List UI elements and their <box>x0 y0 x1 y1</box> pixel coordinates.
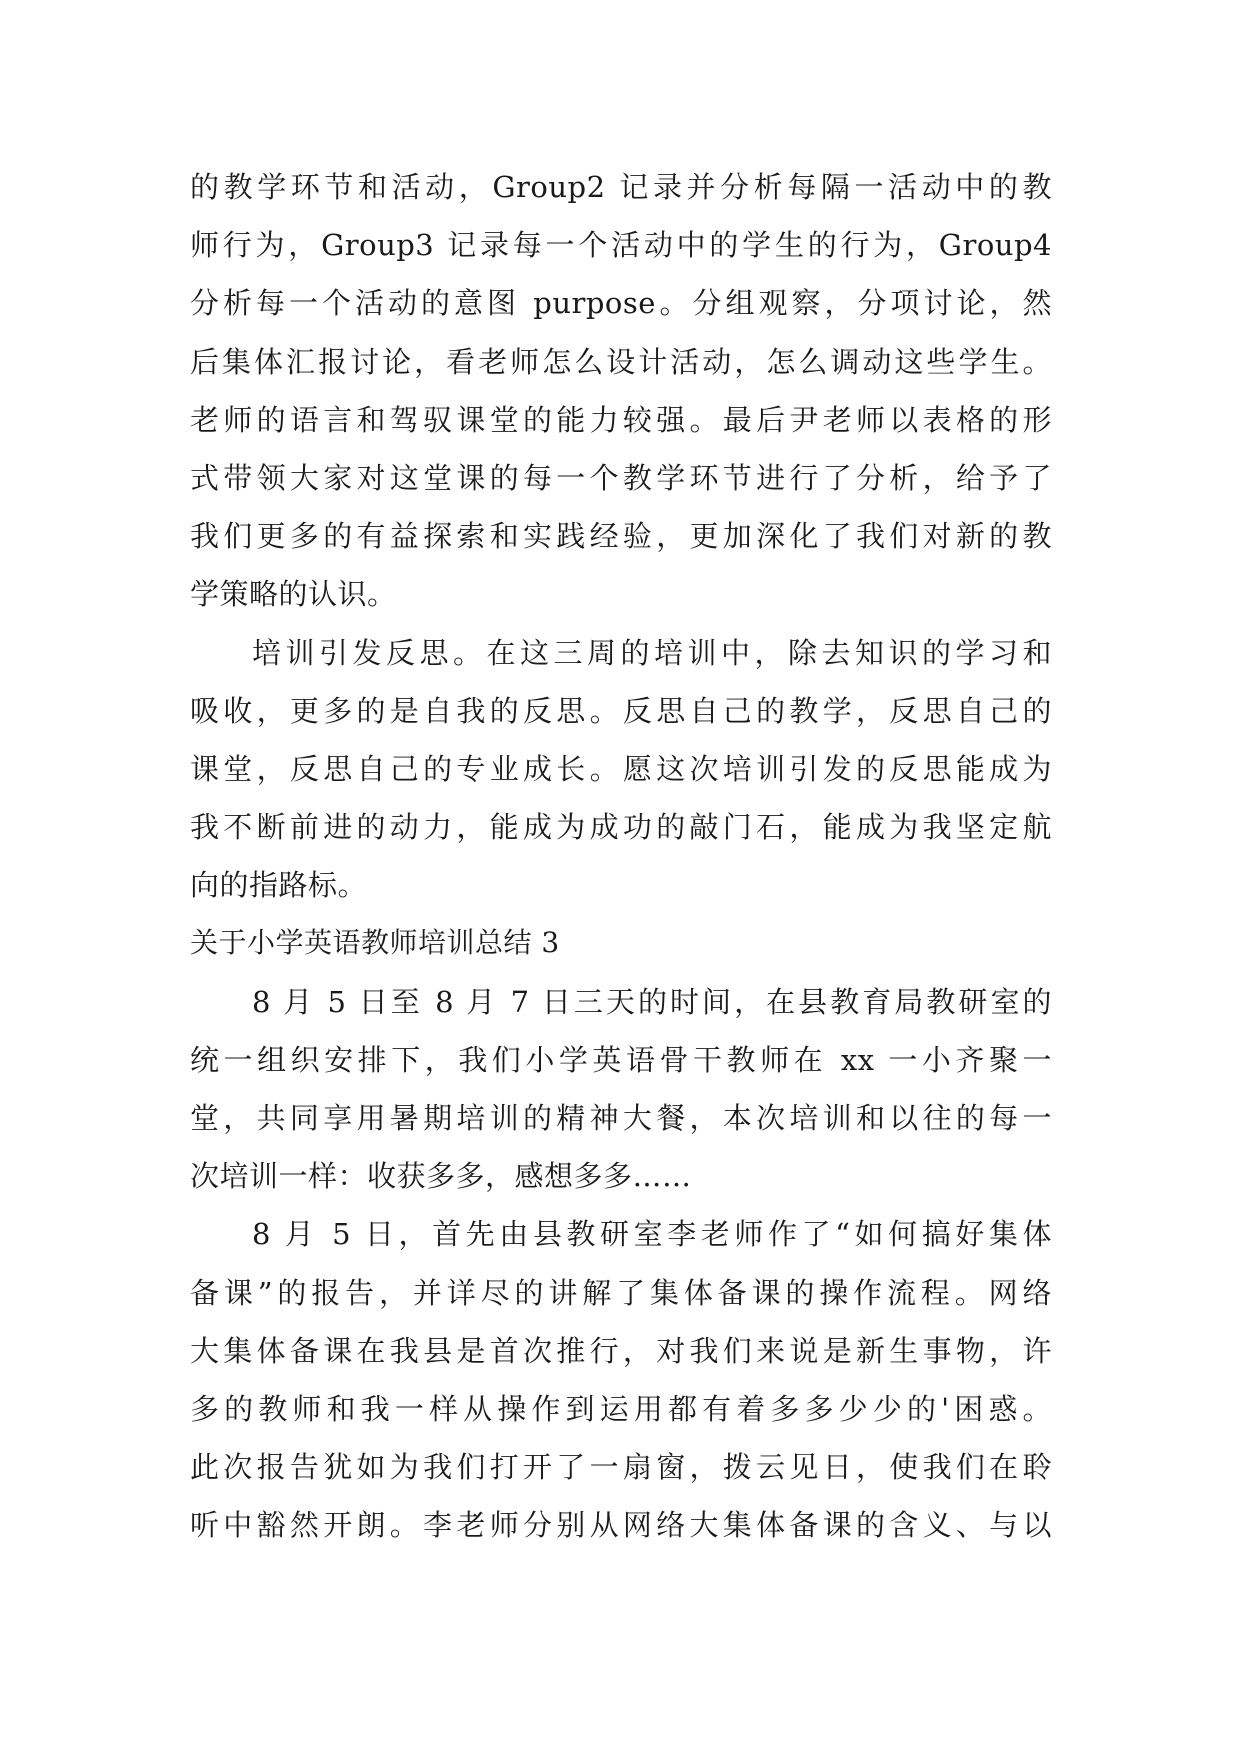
text-line: 后集体汇报讨论，看老师怎么设计活动，怎么调动这些学生。 <box>190 344 1052 379</box>
text-line: 吸收，更多的是自我的反思。反思自己的教学，反思自己的 <box>190 693 1052 728</box>
text-line: 次培训一样：收获多多，感想多多…… <box>190 1159 692 1194</box>
text-line: 学策略的认识。 <box>190 577 397 612</box>
text-line: 堂，共同享用暑期培训的精神大餐，本次培训和以往的每一 <box>190 1101 1052 1135</box>
document-body <box>190 158 1052 1555</box>
text-line: 统一组织安排下，我们小学英语骨干教师在 xx 一小齐聚一 <box>190 1042 1052 1077</box>
text-line: 听中豁然开朗。李老师分别从网络大集体备课的含义、与以 <box>190 1508 1052 1543</box>
text-line: 的教学环节和活动，Group2 记录并分析每隔一活动中的教 <box>190 170 1052 204</box>
paragraph-start-line: 8 月 5 日至 8 月 7 日三天的时间，在县教育局教研室的 <box>252 984 1052 1019</box>
text-line: 式带领大家对这堂课的每一个教学环节进行了分析，给予了 <box>190 460 1052 495</box>
paragraph-start-line: 培训引发反思。在这三周的培训中，除去知识的学习和 <box>252 635 1052 670</box>
text-line: 此次报告犹如为我们打开了一扇窗，拨云见日，使我们在聆 <box>190 1450 1052 1485</box>
text-line: 大集体备课在我县是首次推行，对我们来说是新生事物，许 <box>190 1333 1052 1368</box>
text-line: 我们更多的有益探索和实践经验，更加深化了我们对新的教 <box>190 519 1052 554</box>
text-line: 向的指路标。 <box>190 868 368 903</box>
text-line: 我不断前进的动力，能成为成功的敲门石，能成为我坚定航 <box>190 810 1052 845</box>
text-line: 师行为，Group3 记录每一个活动中的学生的行为，Group4 <box>190 228 1052 263</box>
text-line: 多的教师和我一样从操作到运用都有着多多少少的'困惑。 <box>190 1391 1052 1426</box>
text-line: 老师的语言和驾驭课堂的能力较强。最后尹老师以表格的形 <box>190 402 1052 437</box>
text-line: 课堂，反思自己的专业成长。愿这次培训引发的反思能成为 <box>190 751 1052 786</box>
paragraph-start-line: 8 月 5 日，首先由县教研室李老师作了“如何搞好集体 <box>252 1217 1052 1252</box>
text-line: 分析每一个活动的意图 purpose。分组观察，分项讨论，然 <box>190 286 1052 321</box>
text-line: 备课”的报告，并详尽的讲解了集体备课的操作流程。网络 <box>190 1275 1052 1310</box>
section-heading: 关于小学英语教师培训总结 3 <box>190 926 560 960</box>
